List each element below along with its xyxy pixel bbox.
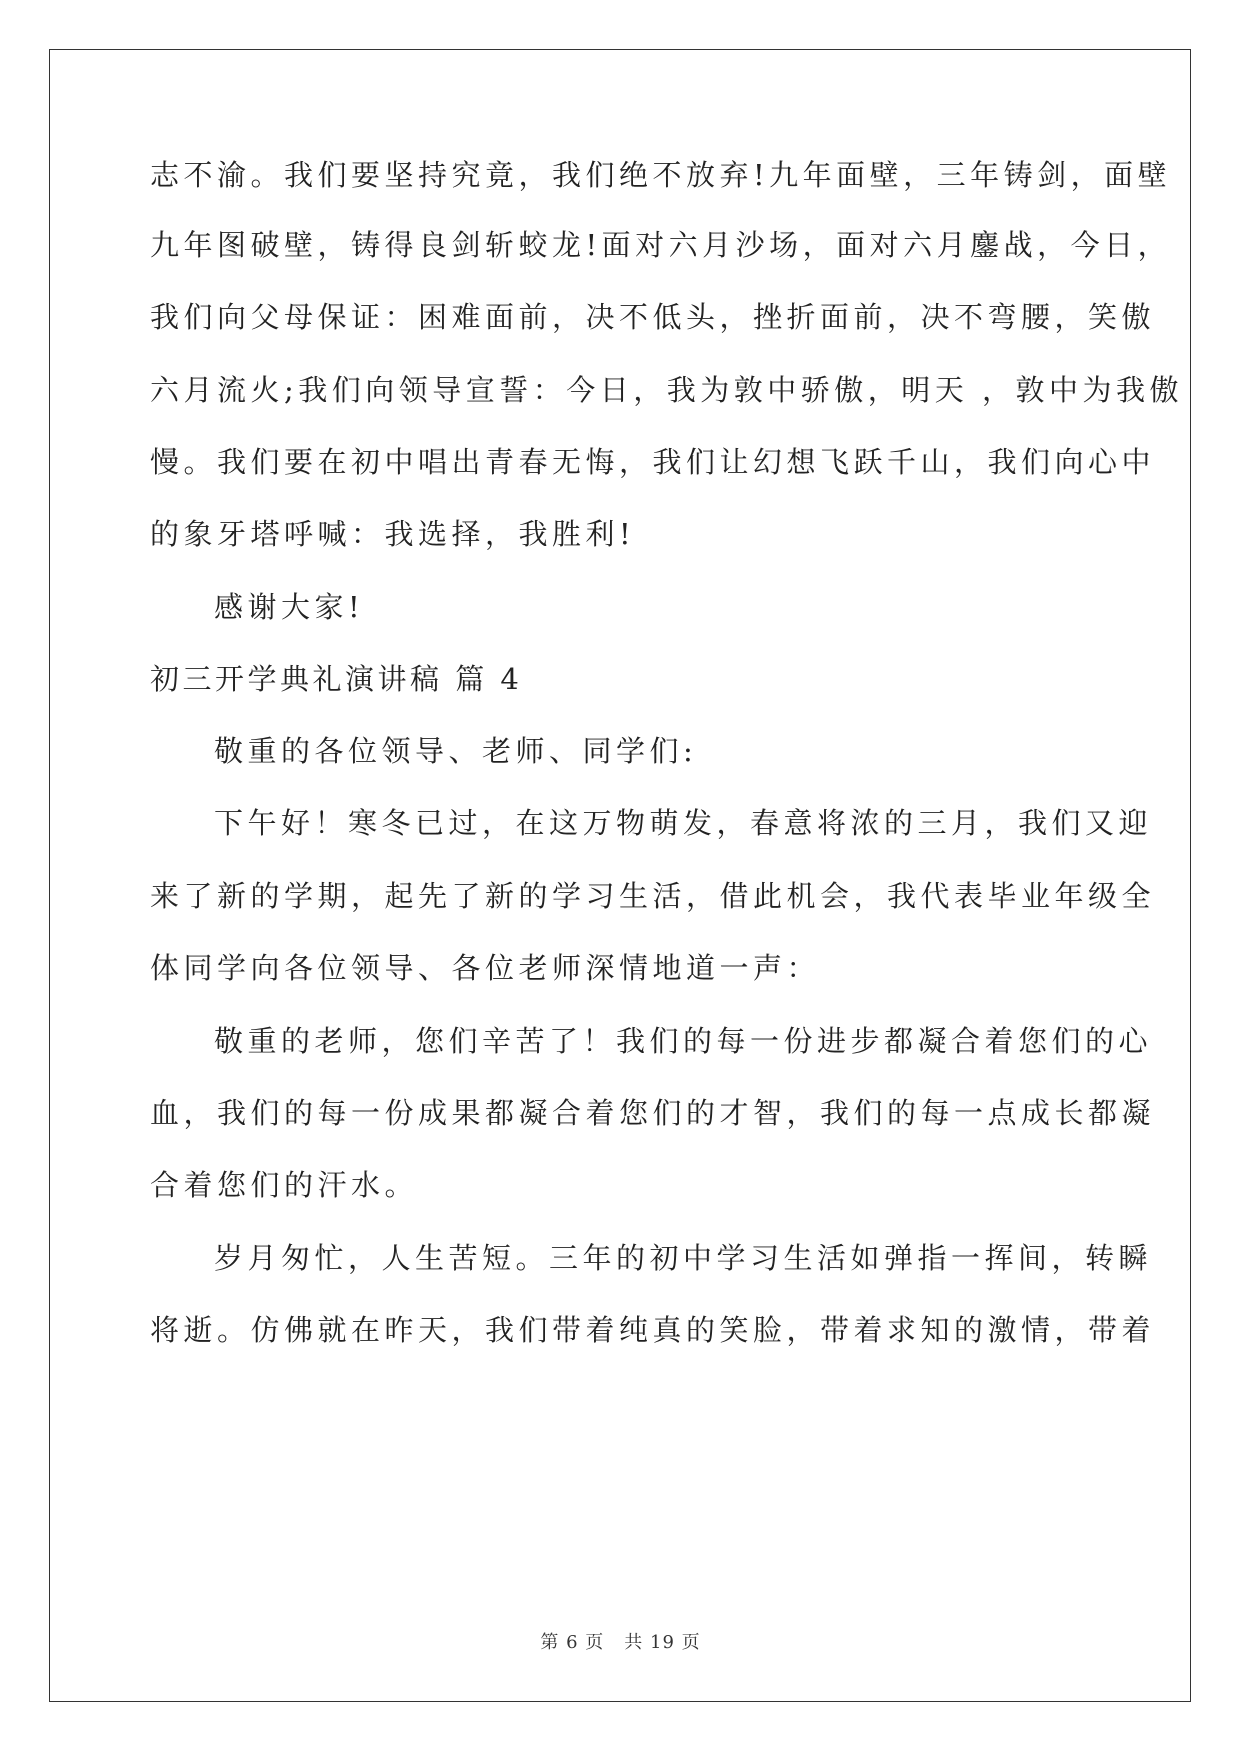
paragraph-line: 岁月匆忙，人生苦短。三年的初中学习生活如弹指一挥间，转瞬 [214,1241,1153,1275]
page-number: 第 6 页 [540,1632,605,1653]
text-line: 体同学向各位领导、各位老师深情地道一声： [150,951,821,985]
paragraph-line: 下午好！寒冬已过，在这万物萌发，春意将浓的三月，我们又迎 [214,806,1153,840]
text-line: 六月流火;我们向领导宣誓：今日，我为敦中骄傲，明天 ，敦中为我傲 [150,373,1183,407]
paragraph-line: 敬重的老师，您们辛苦了！我们的每一份进步都凝合着您们的心 [214,1024,1153,1058]
section-heading: 初三开学典礼演讲稿 篇 4 [150,662,523,696]
page-footer [0,1631,1241,1655]
text-line: 合着您们的汗水。 [150,1168,419,1202]
text-line: 九年图破壁，铸得良剑斩蛟龙!面对六月沙场，面对六月鏖战，今日， [150,228,1172,262]
text-line: 将逝。仿佛就在昨天，我们带着纯真的笑脸，带着求知的激情，带着 [150,1313,1156,1347]
text-line: 的象牙塔呼喊：我选择，我胜利! [150,517,636,551]
text-line: 慢。我们要在初中唱出青春无悔，我们让幻想飞跃千山，我们向心中 [150,445,1156,479]
text-line: 我们向父母保证：困难面前，决不低头，挫折面前，决不弯腰，笑傲 [150,300,1156,334]
text-line: 血，我们的每一份成果都凝合着您们的才智，我们的每一点成长都凝 [150,1096,1156,1130]
page-total: 共 19 页 [624,1632,701,1653]
text-line: 来了新的学期，起先了新的学习生活，借此机会，我代表毕业年级全 [150,879,1156,913]
salutation: 敬重的各位领导、老师、同学们: [214,734,698,768]
text-line: 志不渝。我们要坚持究竟，我们绝不放弃!九年面壁，三年铸剑，面壁 [150,158,1172,192]
paragraph-line: 感谢大家! [214,590,365,624]
